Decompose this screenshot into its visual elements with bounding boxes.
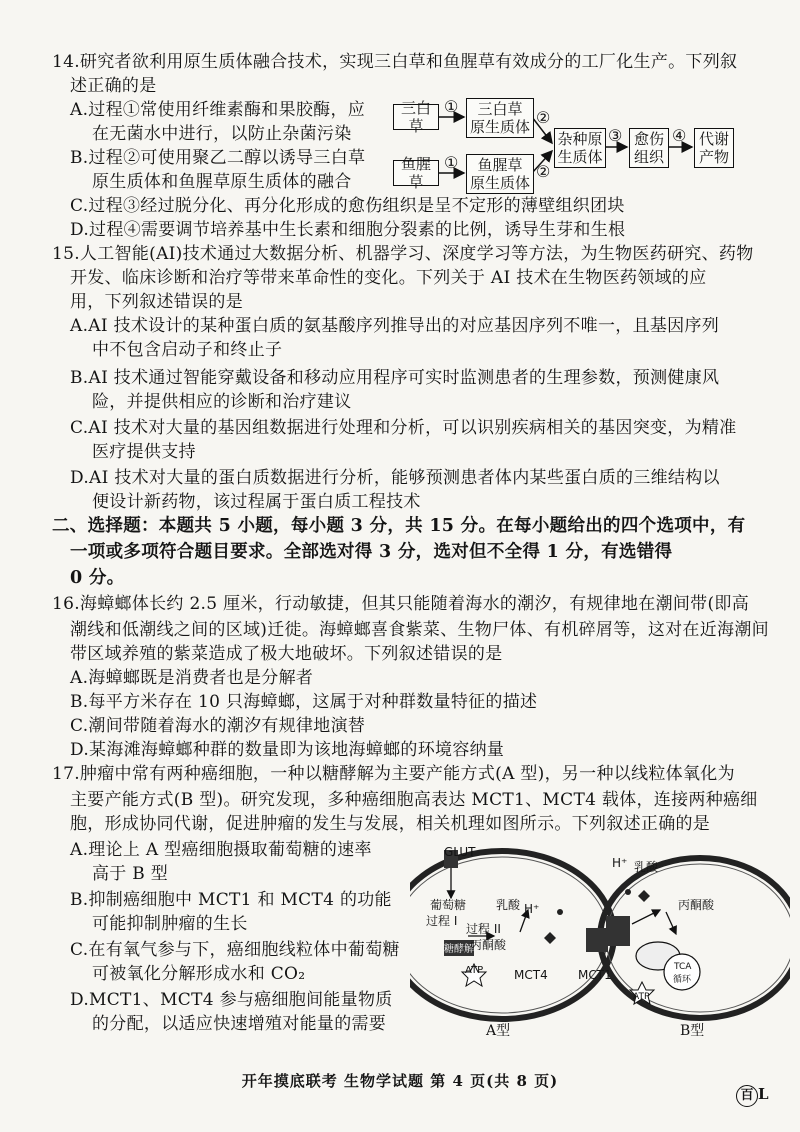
section2-heading-line3: 0 分。: [70, 568, 125, 588]
q14-stem-line1: 14.研究者欲利用原生质体融合技术，实现三白草和鱼腥草有效成分的工厂化生产。下列叙: [52, 52, 738, 72]
lactate-diamond-b: [638, 890, 650, 902]
q16-option-d: D.某海滩海蟑螂种群的数量即为该地海蟑螂的环境容纳量: [70, 740, 505, 760]
q17-option-a-line1: A.理论上 A 型癌细胞摄取葡萄糖的速率: [70, 840, 372, 860]
q14-option-b-line1: B.过程②可使用聚乙二醇以诱导三白草: [70, 148, 366, 168]
q17-option-a-line2: 高于 B 型: [92, 864, 169, 884]
sbc-protoplast-box: [466, 98, 534, 138]
mct4-transporter: [586, 928, 608, 952]
step1-top-label: ①: [444, 97, 459, 116]
q16-option-b: B.每平方米存在 10 只海蟑螂，这属于对种群数量特征的描述: [70, 692, 538, 712]
tca-label-line2: 循环: [673, 975, 692, 985]
glucose-label: 葡萄糖: [430, 898, 467, 912]
q16-stem-line3: 带区域养殖的紫菜造成了极大地破坏。下列叙述错误的是: [70, 644, 503, 664]
q15-option-a-line1: A.AI 技术设计的某种蛋白质的氨基酸序列推导出的对应基因序列不唯一，且基因序列: [70, 316, 720, 336]
process1-label: 过程 I: [426, 914, 458, 928]
type-b-label: B型: [680, 1023, 705, 1039]
q14-option-d: D.过程④需要调节培养基中生长素和细胞分裂素的比例，诱导生芽和生根: [70, 220, 626, 240]
atp-b-label: ATP: [633, 992, 650, 1002]
q15-option-d-line2: 便设计新药物，该过程属于蛋白质工程技术: [92, 492, 421, 512]
atp-a-label: ATP: [465, 965, 484, 976]
stamp-circle-char: 百: [736, 1085, 758, 1107]
q16-stem-line1: 16.海蟑螂体长约 2.5 厘米，行动敏捷，但其只能随着海水的潮汐，有规律地在潮间带(即高: [52, 594, 750, 614]
q16-option-a: A.海蟑螂既是消费者也是分解者: [70, 668, 314, 688]
hybrid-line1: 杂种原: [557, 130, 603, 148]
mct1-label: MCT1: [578, 968, 612, 982]
hplus-b-label: H⁺: [612, 856, 628, 870]
product-box: [694, 128, 734, 168]
q14-option-a-line1: A.过程①常使用纤维素酶和果胶酶，应: [70, 100, 366, 120]
section2-heading-line2: 一项或多项符合题目要求。全部选对得 3 分，选对但不全得 1 分，有选错得: [70, 542, 673, 562]
q17-option-b-line2: 可能抑制肿瘤的生长: [92, 914, 248, 934]
glycolysis-enzyme-label: 糖酵解: [444, 944, 474, 955]
q17-option-b-line1: B.抑制癌细胞中 MCT1 和 MCT4 的功能: [70, 890, 392, 910]
product-line1: 代谢: [698, 130, 729, 148]
yxc-protoplast-line2: 原生质体: [469, 174, 530, 192]
cell-a-outline: [410, 851, 614, 1019]
hybrid-line2: 生质体: [557, 148, 603, 166]
q15-stem-line3: 用，下列叙述错误的是: [70, 292, 243, 312]
pyruvate-b-label: 丙酮酸: [678, 898, 715, 912]
q17-option-d-line1: D.MCT1、MCT4 参与癌细胞间能量物质: [70, 990, 393, 1010]
sanbaicao-box: 三白草: [393, 104, 439, 130]
q16-option-c: C.潮间带随着海水的潮汐有规律地演替: [70, 716, 366, 736]
q15-option-c-line1: C.AI 技术对大量的基因组数据进行处理和分析，可以识别疾病相关的基因突变，为精准: [70, 418, 737, 438]
lactate-diamond-a: [544, 932, 556, 944]
q17-option-c-line1: C.在有氧气参与下，癌细胞线粒体中葡萄糖: [70, 940, 400, 960]
pyruvate-a-label: 丙酮酸: [470, 938, 507, 952]
section2-heading-line1: 二、选择题：本题共 5 小题，每小题 3 分，共 15 分。在每小题给出的四个选项中，有: [52, 516, 746, 536]
q17-stem-line3: 胞，形成协同代谢，促进肿瘤的发生与发展，相关机理如图所示。下列叙述正确的是: [70, 814, 711, 834]
step1-bottom-label: ①: [444, 153, 459, 172]
process2-label: 过程 II: [466, 922, 501, 936]
cell-a-inner: [410, 857, 608, 1013]
glut-label: GLUT: [444, 845, 476, 859]
mct1-transporter: [606, 916, 630, 946]
page-stamp: [736, 1085, 769, 1107]
q15-option-a-line2: 中不包含启动子和终止子: [92, 340, 283, 360]
yxc-protoplast-line1: 鱼腥草: [477, 156, 523, 174]
hplus-dot-a: [557, 909, 563, 915]
callus-line2: 组织: [633, 148, 664, 166]
step4-label: ④: [672, 126, 687, 145]
mct4-label: MCT4: [514, 968, 548, 982]
q15-stem-line1: 15.人工智能(AI)技术通过大数据分析、机器学习、深度学习等方法，为生物医药研究、药物: [52, 244, 754, 264]
lactate-b-label: 乳酸: [634, 860, 659, 874]
hplus-dot-b: [625, 889, 631, 895]
sbc-protoplast-line1: 三白草: [477, 100, 523, 118]
q15-stem-line2: 开发、临床诊断和治疗等带来革命性的变化。下列关于 AI 技术在生物医药领域的应: [70, 268, 707, 288]
q16-stem-line2: 潮线和低潮线之间的区域)迁徙。海蟑螂喜食紫菜、生物尸体、有机碎屑等，这对在近海潮间: [70, 620, 769, 640]
type-a-label: A型: [486, 1023, 511, 1039]
q14-stem-line2: 述正确的是: [70, 76, 157, 96]
stamp-letter: L: [758, 1085, 769, 1103]
yxc-protoplast-box: [466, 154, 534, 194]
q17-option-d-line2: 的分配，以适应快速增殖对能量的需要: [92, 1014, 387, 1034]
sbc-protoplast-line2: 原生质体: [469, 118, 530, 136]
step3-label: ③: [608, 126, 623, 145]
lactate-a-label: 乳酸: [496, 898, 521, 912]
q17-stem-line2: 主要产能方式(B 型)。研究发现，多种癌细胞高表达 MCT1、MCT4 载体，连接两种癌细: [70, 790, 758, 810]
q17-stem-line1: 17.肿瘤中常有两种癌细胞，一种以糖酵解为主要产能方式(A 型)，另一种以线粒体氧化为: [52, 764, 735, 784]
q15-option-b-line2: 险，并提供相应的诊断和治疗建议: [92, 392, 352, 412]
product-line2: 产物: [698, 148, 729, 166]
q14-option-c: C.过程③经过脱分化、再分化形成的愈伤组织是呈不定形的薄壁组织团块: [70, 196, 625, 216]
hybrid-protoplast-box: [554, 128, 606, 168]
q17-option-c-line2: 可被氧化分解形成水和 CO₂: [92, 964, 306, 984]
q15-option-b-line1: B.AI 技术通过智能穿戴设备和移动应用程序可实时监测患者的生理参数，预测健康风: [70, 368, 720, 388]
q14-option-a-line2: 在无菌水中进行，以防止杂菌污染: [92, 124, 352, 144]
callus-box: [629, 128, 669, 168]
q15-option-c-line2: 医疗提供支持: [92, 442, 196, 462]
hplus-a-label: H⁺: [524, 902, 540, 916]
step2-bottom-label: ②: [536, 162, 551, 181]
q14-option-b-line2: 原生质体和鱼腥草原生质体的融合: [92, 172, 352, 192]
q15-option-d-line1: D.AI 技术对大量的蛋白质数据进行分析，能够预测患者体内某些蛋白质的三维结构以: [70, 468, 720, 488]
yuxingcao-box: 鱼腥草: [393, 160, 439, 186]
callus-line1: 愈伤: [633, 130, 664, 148]
tca-label-line1: TCA: [674, 962, 692, 972]
step2-top-label: ②: [536, 108, 551, 127]
page-footer: 开年摸底联考 生物学试题 第 4 页(共 8 页): [241, 1072, 559, 1090]
